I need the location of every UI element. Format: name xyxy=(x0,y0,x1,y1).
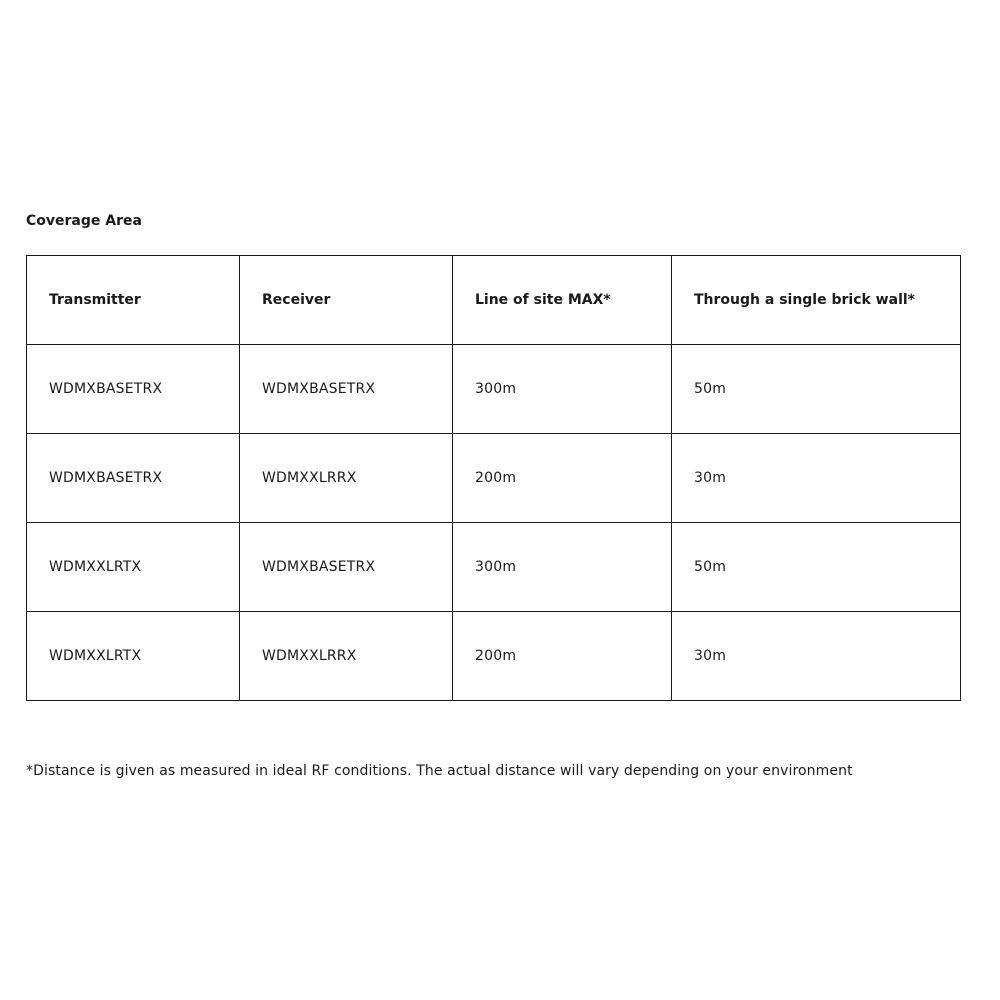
cell-transmitter: WDMXBASETRX xyxy=(27,345,240,434)
cell-line-of-site: 200m xyxy=(453,434,672,523)
table-row xyxy=(27,434,961,523)
header-receiver: Receiver xyxy=(240,256,453,345)
cell-transmitter: WDMXXLRTX xyxy=(27,612,240,701)
cell-brick-wall: 30m xyxy=(672,434,961,523)
cell-transmitter: WDMXXLRTX xyxy=(27,523,240,612)
cell-receiver: WDMXXLRRX xyxy=(240,434,453,523)
cell-line-of-site: 200m xyxy=(453,612,672,701)
section-title: Coverage Area xyxy=(26,213,142,229)
cell-line-of-site: 300m xyxy=(453,345,672,434)
cell-receiver: WDMXBASETRX xyxy=(240,523,453,612)
cell-transmitter: WDMXBASETRX xyxy=(27,434,240,523)
header-line-of-site-max: Line of site MAX* xyxy=(453,256,672,345)
table-row xyxy=(27,612,961,701)
header-transmitter: Transmitter xyxy=(27,256,240,345)
cell-brick-wall: 50m xyxy=(672,523,961,612)
table-row xyxy=(27,523,961,612)
coverage-table xyxy=(26,255,961,701)
header-through-brick-wall: Through a single brick wall* xyxy=(672,256,961,345)
cell-receiver: WDMXXLRRX xyxy=(240,612,453,701)
cell-line-of-site: 300m xyxy=(453,523,672,612)
table-header-row xyxy=(27,256,961,345)
footnote: *Distance is given as measured in ideal RF conditions. The actual distance will vary depending on your environment xyxy=(26,763,853,779)
table-row xyxy=(27,345,961,434)
cell-brick-wall: 50m xyxy=(672,345,961,434)
cell-brick-wall: 30m xyxy=(672,612,961,701)
cell-receiver: WDMXBASETRX xyxy=(240,345,453,434)
